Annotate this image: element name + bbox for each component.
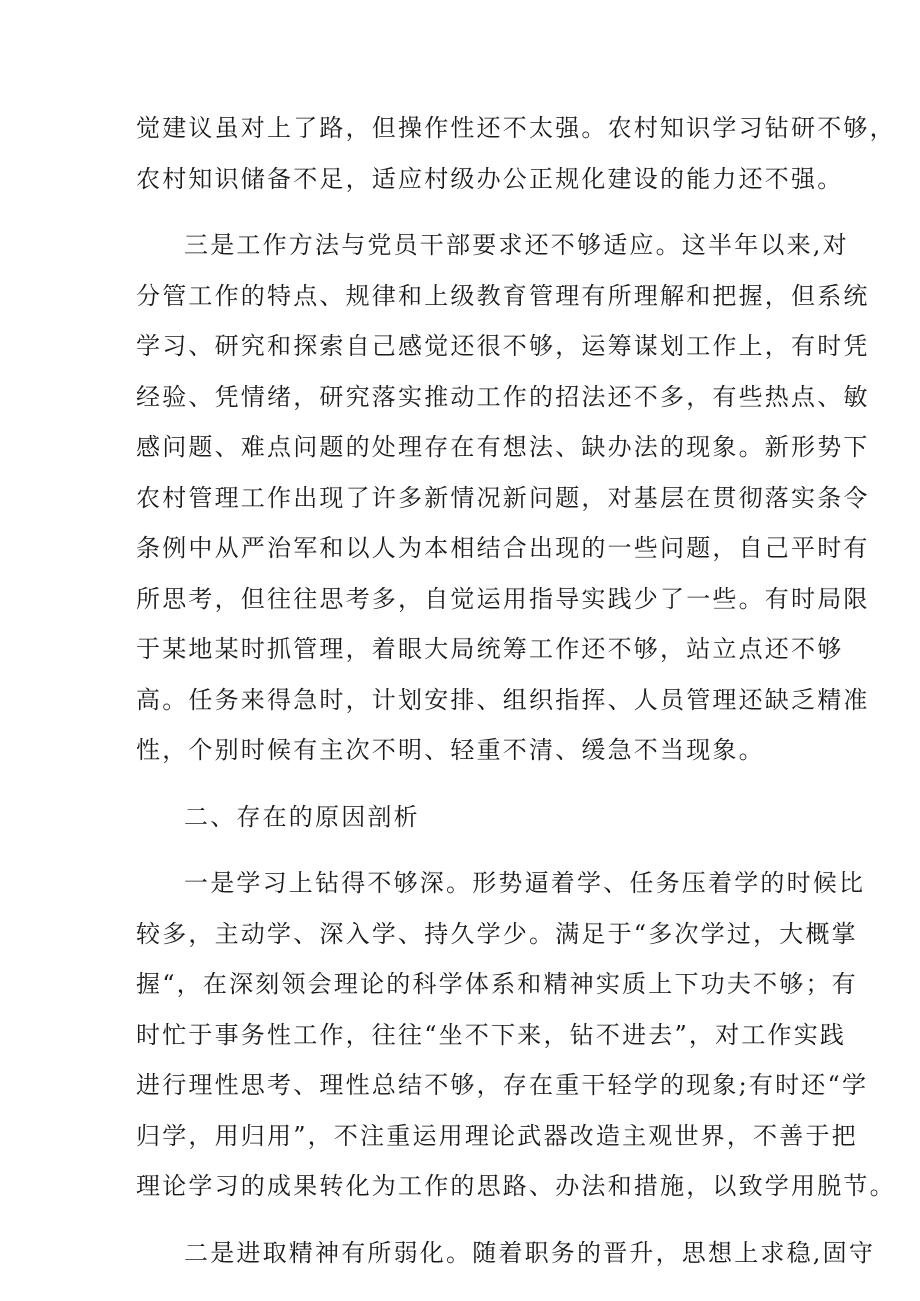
text-line: 所思考，但往往思考多，自觉运用指导实践少了一些。有时局限 <box>136 585 870 613</box>
text-line: 理论学习的成果转化为工作的思路、办法和措施，以致学用脱节。 <box>136 1172 896 1200</box>
text-line: 归学，用归用”，不注重运用理论武器改造主观世界，不善于把 <box>136 1122 858 1150</box>
text-line: 农村知识储备不足，适应村级办公正规化建设的能力还不强。 <box>136 165 844 193</box>
text-line: 时忙于事务性工作，往往“坐不下来，钻不进去”，对工作实践 <box>136 1021 847 1049</box>
text-line: 较多，主动学、深入学、持久学少。满足于“多次学过，大概掌 <box>136 920 858 948</box>
text-line: 感问题、难点问题的处理存在有想法、缺办法的现象。新形势下 <box>136 433 870 461</box>
paragraph-first-line: 三是工作方法与党员干部要求还不够适应。这半年以来,对 <box>184 231 849 259</box>
text-line: 条例中从严治军和以人为本相结合出现的一些问题，自己平时有 <box>136 534 870 562</box>
text-line: 学习、研究和探索自己感觉还很不够，运筹谋划工作上，有时凭 <box>136 332 870 360</box>
text-line: 高。任务来得急时，计划安排、组织指挥、人员管理还缺乏精准 <box>136 686 870 714</box>
paragraph-first-line: 一是学习上钻得不够深。形势逼着学、任务压着学的时候比 <box>184 869 866 897</box>
section-heading: 二、存在的原因剖析 <box>184 803 420 831</box>
text-line: 分管工作的特点、规律和上级教育管理有所理解和把握，但系统 <box>136 282 870 310</box>
text-line: 握“，在深刻领会理论的科学体系和精神实质上下功夫不够；有 <box>136 970 858 998</box>
text-line: 觉建议虽对上了路，但操作性还不太强。农村知识学习钻研不够， <box>136 114 896 142</box>
text-line: 进行理性思考、理性总结不够，存在重干轻学的现象;有时还“学 <box>136 1071 869 1099</box>
text-line: 于某地某时抓管理，着眼大局统筹工作还不够，站立点还不够 <box>136 635 844 663</box>
paragraph-first-line: 二是进取精神有所弱化。随着职务的晋升，思想上求稳,固守 <box>184 1239 876 1267</box>
text-line: 经验、凭情绪，研究落实推动工作的招法还不多，有些热点、敏 <box>136 383 870 411</box>
text-line: 性，个别时候有主次不明、轻重不清、缓急不当现象。 <box>136 736 765 764</box>
text-line: 农村管理工作出现了许多新情况新问题，对基层在贯彻落实条令 <box>136 484 870 512</box>
